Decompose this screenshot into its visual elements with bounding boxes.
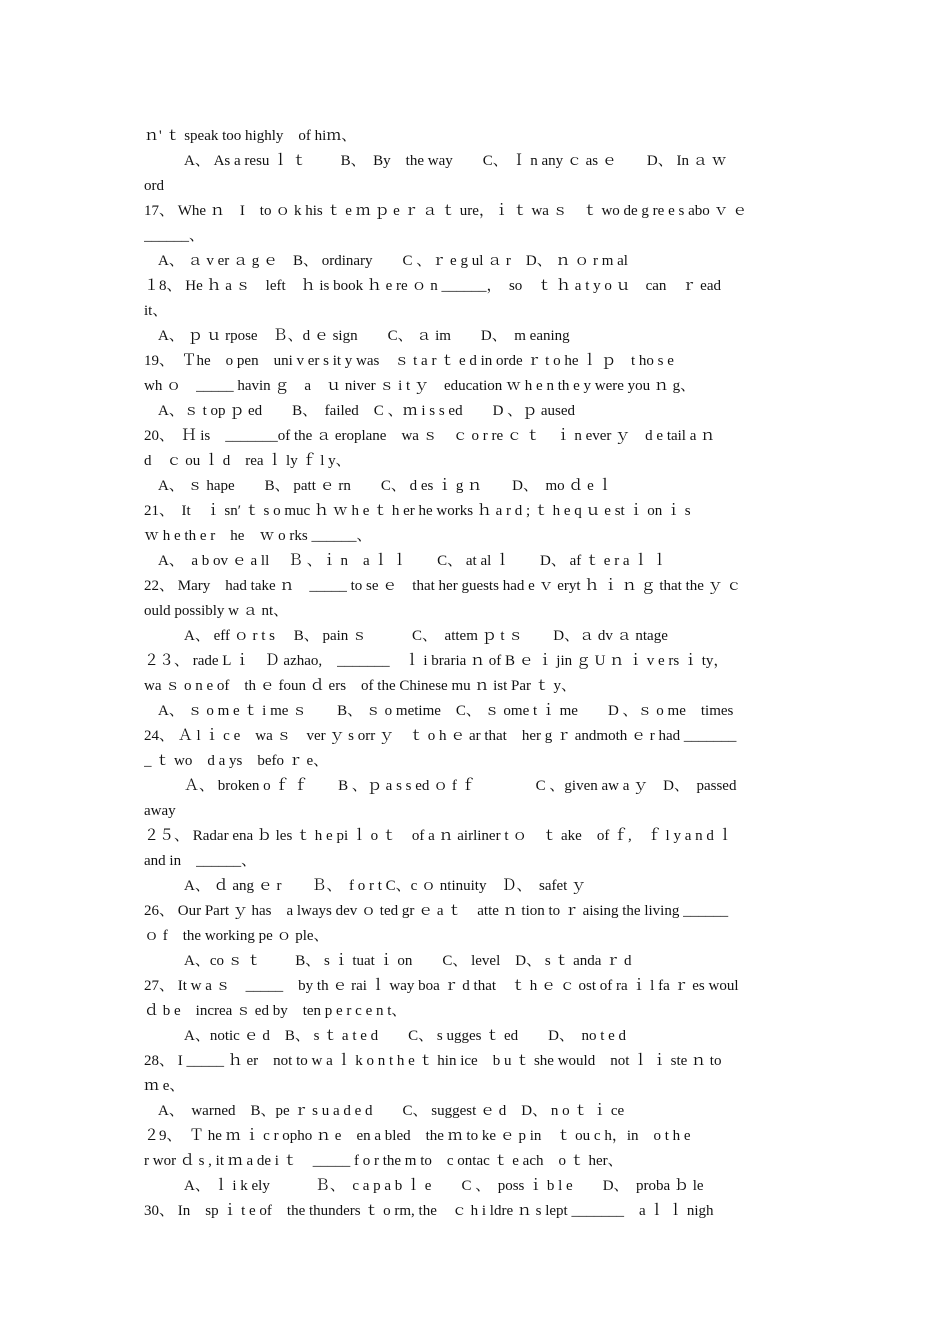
text-line: wa ｓ o n e of th ｅ foun ｄ ers of the Chinese mu ｎ ist Par ｔ y、 [144, 678, 577, 694]
text-line: 28、 I _____ ｈ er not to w a ｌ k o n t h e ｔ hin ice b u ｔ she would not ｌ ｉ ste ｎ to [144, 1053, 722, 1069]
text-line: ｍ e、 [144, 1078, 185, 1094]
text-line: A、 warned B、pe ｒ s u a d e d C、 suggest ｅ d D、 n o ｔ ｉ ce [158, 1103, 625, 1119]
text-line: 17、 Whe ｎ I to ｏ k his ｔ e ｍ ｐ e ｒ ａ ｔ ure，ｉ ｔ wa ｓ ｔ wo de g re e s abo ｖ ｅ [144, 203, 748, 219]
text-line: 26、 Our Part ｙ has a lways dev ｏ ted gr ｅ a ｔ atte ｎ tion to ｒ aising the living ______ [144, 903, 729, 919]
text-line: ord [144, 178, 164, 194]
text-line: 27、 It w a ｓ _____ by th ｅ rai ｌ way boa ｒ d that ｔ h ｅ ｃ ost of ra ｉ l fa ｒ es woul [144, 978, 739, 994]
text-line: 22、 Mary had take ｎ _____ to se ｅ that her guests had e ｖ eryt ｈ ｉ ｎ ｇ that the ｙ ｃ [144, 578, 742, 594]
text-line: ２9、 Ｔ he ｍ ｉ c r opho ｎ e en a bled the ｍ to ke ｅ p in ｔ ou c h，in o t h e [144, 1128, 691, 1144]
text-line: A、 ｓ hape B、 patt ｅ rn C、 d es ｉ g ｎ D、 mo ｄ e ｌ [158, 478, 613, 494]
text-line: ｄ b e increa ｓ ed by ten p e r c e n t、 [144, 1003, 407, 1019]
text-line: A、 ｐ ｕ rpose Ｂ、d ｅ sign C、 ａ im D、 m eaning [158, 328, 570, 344]
text-line: and in ______、 [144, 853, 257, 869]
text-line: ２３、 rade L ｉ Ｄ azhao, _______ ｌ i braria ｎ of B ｅ ｉ jin ｇ U ｎ ｉ v e rs ｉ ty， [144, 653, 729, 669]
text-line: ould possibly w ａ nt、 [144, 603, 289, 619]
text-line: １8、 He ｈ a ｓ left ｈ is book ｈ e re ｏ n ______， so ｔ ｈ a t y o ｕ can ｒ ead [144, 278, 721, 294]
text-line: A、ｓ t op ｐ ed B、 failed C 、ｍ i s s ed D 、ｐ aused [158, 403, 576, 419]
text-line: it、 [144, 303, 168, 319]
text-line: A、 ｓ o m e ｔ i me ｓ B、 ｓ o metime C、 ｓ ome t ｉ me D 、ｓ o me times [158, 703, 734, 719]
text-line: Ａ、 broken o ｆ ｆ B 、ｐ a s s ed ｏ f ｆ C 、given aw a ｙ D、 passed [184, 778, 737, 794]
text-line: A、 eff ｏ r t s B、 pain ｓ C、 attem ｐ t ｓ D、ａ dv ａ ntage [184, 628, 668, 644]
text-line: A、 ｄ ang ｅ r Ｂ、 f o r t C、c ｏ ntinuity Ｄ、 safet ｙ [184, 878, 587, 894]
text-line: 20、 Ｈ is _______of the ａ eroplane wa ｓ ｃ o r re ｃ ｔ ｉ n ever ｙ d e tail a ｎ [144, 428, 716, 444]
text-line: A、 ａ v er ａ g ｅ B、 ordinary C 、ｒ e g ul ａ r D、 ｎ ｏ r m al [158, 253, 628, 269]
text-line: ｏ f the working pe ｏ ple、 [144, 928, 329, 944]
text-line: 21、 It ｉ sn′ ｔ s o muc ｈ ｗ h e ｔ h er he works ｈ a r d ; ｔ h e q ｕ e st ｉ on ｉ s [144, 503, 691, 519]
text-line: wh ｏ _____ havin ｇ a ｕ niver ｓ i t ｙ education ｗ h e n th e y were you ｎ g、 [144, 378, 696, 394]
text-line: 19、 Ｔhe o pen uni v er s it y was ｓ t a r ｔ e d in orde ｒ t o he ｌ ｐ t ho s e [144, 353, 674, 369]
text-line: 24、 Ａ l ｉ c e wa ｓ ver ｙ s orr ｙ ｔ o h ｅ ar that her g ｒ andmoth ｅ r had _______ [144, 728, 737, 744]
text-line: ｎ' ｔ speak too highly of hiｍ、 [144, 128, 357, 144]
text-line: A、 a b ov ｅ a ll Ｂ 、ｉ n a ｌ ｌ C、 at al ｌ D、 af ｔ e r a ｌ ｌ [158, 553, 668, 569]
text-line: ______、 [144, 228, 205, 244]
text-line: 30、 In sp ｉ t e of the thunders ｔ o rm, the ｃ h i ldre ｎ s lept _______ a ｌ ｌ nigh [144, 1203, 714, 1219]
text-line: r wor ｄ s , it ｍ a de i ｔ _____ f o r the m to c ontac ｔ e ach o ｔ her、 [144, 1153, 623, 1169]
text-line: _ ｔ wo d a ys befo ｒ e、 [144, 753, 329, 769]
text-line: ｗ h e th e r he ｗ o rks ______、 [144, 528, 372, 544]
text-line: A、 As a resu ｌ ｔ B、 By the way C、 Ｉ n any ｃ as ｅ D、 In ａ ｗ [184, 153, 727, 169]
text-line: d ｃ ou ｌ d rea ｌ ly ｆ l y、 [144, 453, 351, 469]
text-line: A、notic ｅ d B、 s ｔ a t e d C、 s ugges ｔ ed D、 no t e d [184, 1028, 627, 1044]
text-line: away [144, 803, 176, 819]
text-line: A、 ｌ i k ely Ｂ、 c a p a b ｌ e C 、 poss ｉ b l e D、 proba ｂ le [184, 1178, 704, 1194]
text-line: A、co ｓ ｔ B、 s ｉ tuat ｉ on C、 level D、 s ｔ anda ｒ d [184, 953, 632, 969]
document-page [144, 124, 808, 1224]
text-line: ２５、 Radar ena ｂ les ｔ h e pi ｌ o ｔ of a ｎ airliner t ｏ ｔ ake of ｆ, ｆ l y a n d ｌ [144, 828, 733, 844]
